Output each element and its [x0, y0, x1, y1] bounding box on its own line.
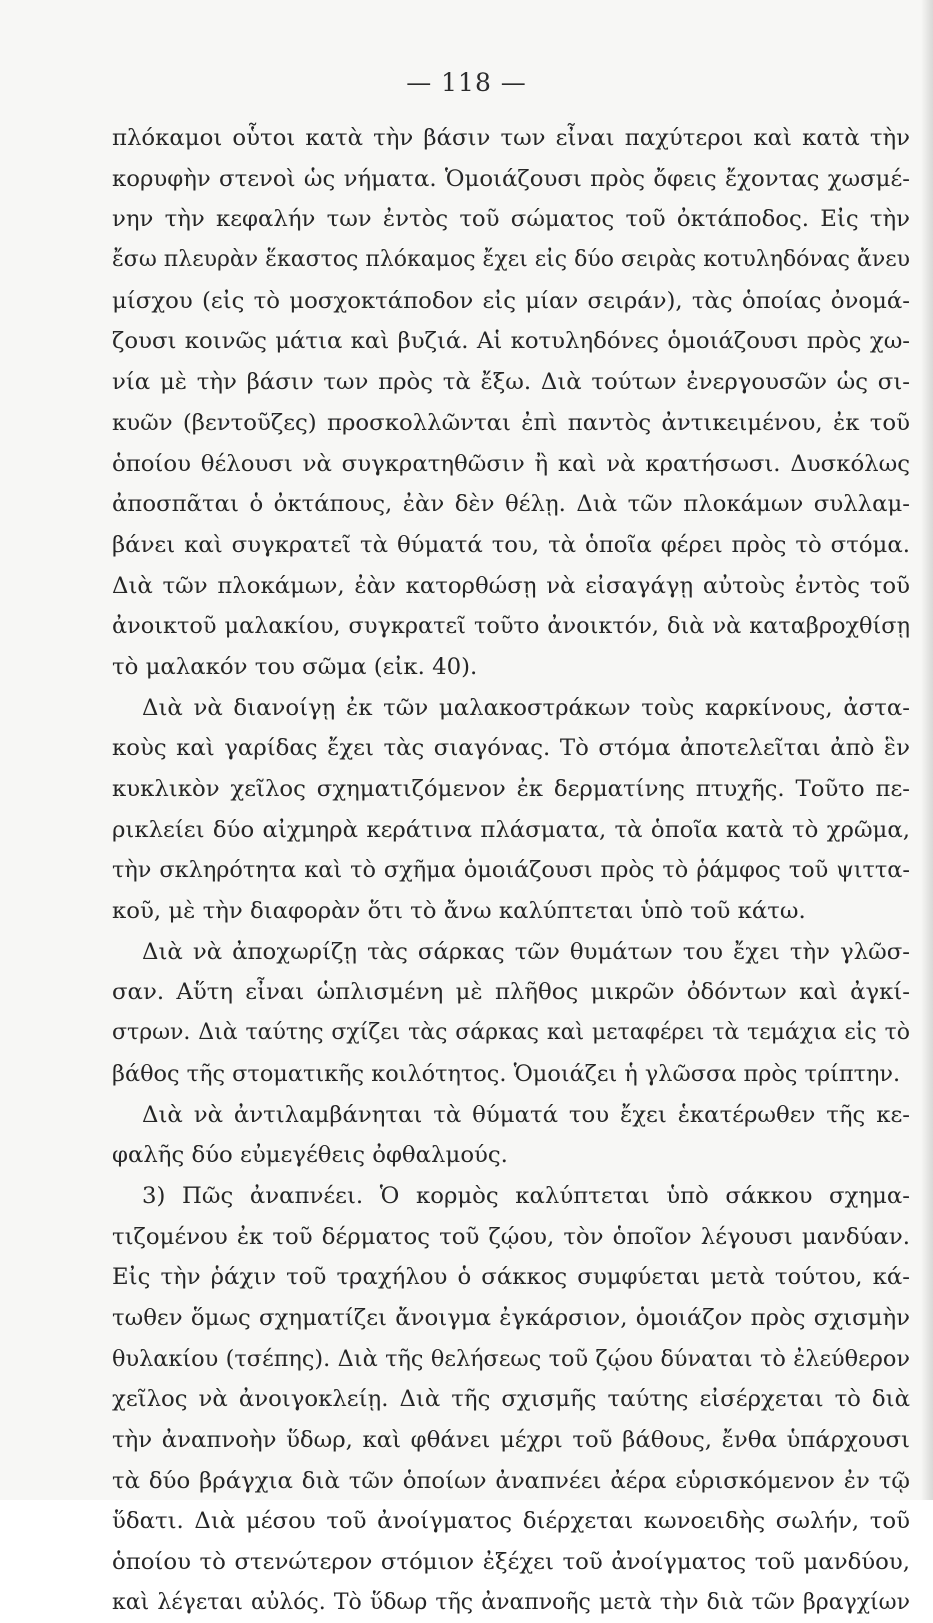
text-line: 3) Πῶς ἀναπνέει. Ὁ κορμὸς καλύπτεται ὑπὸ σάκκου σχημα-: [142, 1182, 910, 1209]
binding-shadow: [921, 0, 933, 1500]
text-line: βάθος τῆς στοματικῆς κοιλότητος. Ὁμοιάζει ἡ γλῶσσα πρὸς τρίπτην.: [112, 1060, 901, 1087]
text-line: κοὺς καὶ γαρίδας ἔχει τὰς σιαγόνας. Τὸ στόμα ἀποτελεῖται ἀπὸ ἓν: [112, 735, 910, 762]
text-line: τωθεν ὅμως σχηματίζει ἄνοιγμα ἐγκάρσιον, ὁμοιάζον πρὸς σχισμὴν: [112, 1304, 910, 1331]
text-line: Διὰ νὰ ἀποχωρίζῃ τὰς σάρκας τῶν θυμάτων του ἔχει τὴν γλῶσ-: [142, 938, 910, 965]
text-line: κυκλικὸν χεῖλος σχηματιζόμενον ἐκ δερματίνης πτυχῆς. Τοῦτο πε-: [112, 776, 910, 802]
text-line: Διὰ νὰ ἀντιλαμβάνηται τὰ θύματά του ἔχει ἑκατέρωθεν τῆς κε-: [142, 1101, 910, 1128]
text-line: κορυφὴν στενοὶ ὡς νήματα. Ὁμοιάζουσι πρὸς ὄφεις ἔχοντας χωσμέ-: [112, 165, 910, 192]
text-line: νία μὲ τὴν βάσιν των πρὸς τὰ ἔξω. Διὰ τούτων ἐνεργουσῶν ὡς σι-: [112, 369, 910, 396]
text-line: Εἰς τὴν ῥάχιν τοῦ τραχήλου ὁ σάκκος συμφύεται μετὰ τούτου, κά-: [112, 1264, 910, 1291]
page-number-header: — 118 —: [406, 68, 527, 97]
text-line: ζουσι κοινῶς μάτια καὶ βυζιά. Αἱ κοτυληδόνες ὁμοιάζουσι πρὸς χω-: [112, 328, 910, 355]
text-line: ἀποσπᾶται ὁ ὀκτάπους, ἐὰν δὲν θέλῃ. Διὰ τῶν πλοκάμων συλλαμ-: [112, 491, 910, 518]
text-line: πλόκαμοι οὗτοι κατὰ τὴν βάσιν των εἶναι παχύτεροι καὶ κατὰ τὴν: [112, 125, 910, 151]
text-line: κυῶν (βεντοῦζες) προσκολλῶνται ἐπὶ παντὸς ἀντικειμένου, ἐκ τοῦ: [112, 409, 910, 436]
text-line: τὴν σκληρότητα καὶ τὸ σχῆμα ὁμοιάζουσι πρὸς τὸ ῥάμφος τοῦ ψιττα-: [112, 857, 910, 884]
text-line: κοῦ, μὲ τὴν διαφορὰν ὅτι τὸ ἄνω καλύπτεται ὑπὸ τοῦ κάτω.: [112, 898, 806, 925]
text-line: ὁποίου θέλουσι νὰ συγκρατηθῶσιν ἢ καὶ νὰ κρατήσωσι. Δυσκόλως: [112, 450, 910, 477]
text-line: τὸ μαλακόν του σῶμα (εἰκ. 40).: [112, 653, 478, 680]
text-line: καὶ λέγεται αὐλός. Τὸ ὕδωρ τῆς ἀναπνοῆς μετὰ τὴν διὰ τῶν βραγχίων: [112, 1589, 910, 1615]
text-line: θυλακίου (τσέπης). Διὰ τῆς θελήσεως τοῦ ζῴου δύναται τὸ ἐλεύθερον: [112, 1345, 910, 1372]
text-line: μίσχου (εἰς τὸ μοσχοκτάποδον εἰς μίαν σειράν), τὰς ὁποίας ὀνομά-: [112, 287, 910, 314]
text-line: σαν. Αὕτη εἶναι ὡπλισμένη μὲ πλῆθος μικρῶν ὀδόντων καὶ ἀγκί-: [112, 979, 910, 1006]
text-line: χεῖλος νὰ ἀνοιγοκλείῃ. Διὰ τῆς σχισμῆς ταύτης εἰσέρχεται τὸ διὰ: [112, 1386, 910, 1413]
text-line: Διὰ νὰ διανοίγῃ ἐκ τῶν μαλακοστράκων τοὺς καρκίνους, ἀστα-: [142, 694, 910, 721]
text-line: τιζομένου ἐκ τοῦ δέρματος τοῦ ζῴου, τὸν ὁποῖον λέγουσι μανδύαν.: [112, 1223, 910, 1250]
text-line: ὁποίου τὸ στενώτερον στόμιον ἐξέχει τοῦ ἀνοίγματος τοῦ μανδύου,: [112, 1549, 910, 1576]
text-line: ἀνοικτοῦ μαλακίου, συγκρατεῖ τοῦτο ἀνοικτόν, διὰ νὰ καταβροχθίσῃ: [112, 613, 910, 640]
text-line: ὕδατι. Διὰ μέσου τοῦ ἀνοίγματος διέρχεται κωνοειδὴς σωλήν, τοῦ: [112, 1508, 910, 1535]
text-line: Διὰ τῶν πλοκάμων, ἐὰν κατορθώσῃ νὰ εἰσαγάγῃ αὐτοὺς ἐντὸς τοῦ: [112, 572, 910, 599]
text-line: ρικλείει δύο αἰχμηρὰ κεράτινα πλάσματα, τὰ ὁποῖα κατὰ τὸ χρῶμα,: [112, 816, 910, 843]
text-line: φαλῆς δύο εὐμεγέθεις ὀφθαλμούς.: [112, 1142, 508, 1169]
text-line: στρων. Διὰ ταύτης σχίζει τὰς σάρκας καὶ μεταφέρει τὰ τεμάχια εἰς τὸ: [112, 1020, 910, 1046]
text-line: νην τὴν κεφαλήν των ἐντὸς τοῦ σώματος τοῦ ὀκτάποδος. Εἰς τὴν: [112, 206, 910, 233]
text-line: ἔσω πλευρὰν ἕκαστος πλόκαμος ἔχει εἰς δύο σειρὰς κοτυληδόνας ἄνευ: [112, 247, 910, 273]
text-line: βάνει καὶ συγκρατεῖ τὰ θύματά του, τὰ ὁποῖα φέρει πρὸς τὸ στόμα.: [112, 531, 910, 558]
text-line: τὰ δύο βράγχια διὰ τῶν ὁποίων ἀναπνέει ἀέρα εὑρισκόμενον ἐν τῷ: [112, 1467, 910, 1494]
text-line: τὴν ἀναπνοὴν ὕδωρ, καὶ φθάνει μέχρι τοῦ βάθους, ἔνθα ὑπάρχουσι: [112, 1427, 910, 1453]
body-text: [112, 118, 910, 1623]
